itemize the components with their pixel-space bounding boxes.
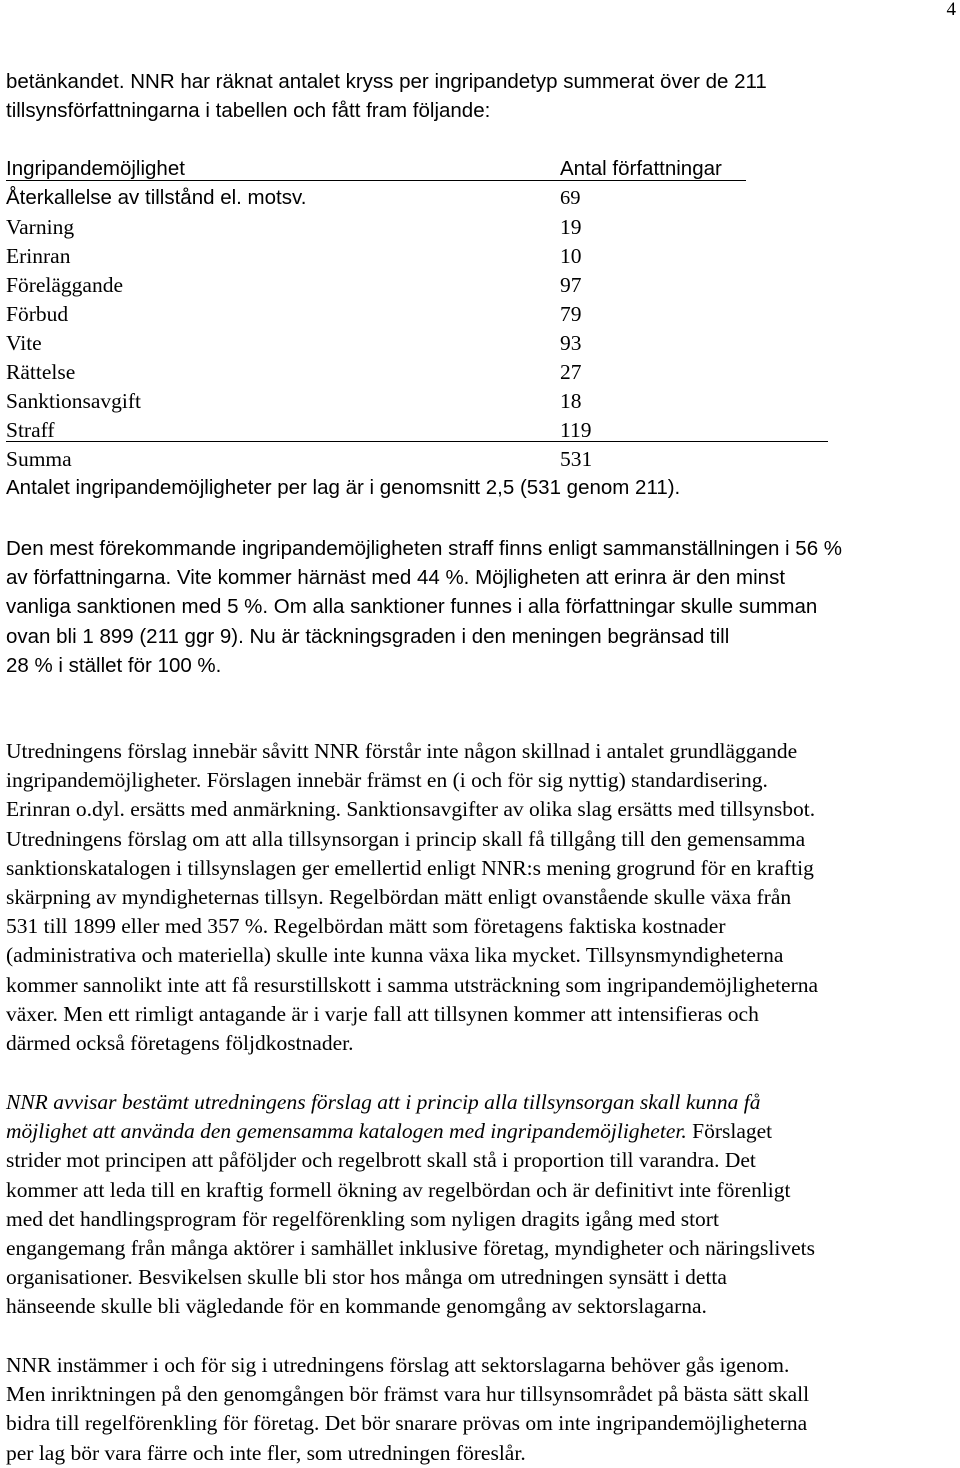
table-row xyxy=(6,244,746,268)
row-label: Varning xyxy=(6,215,75,239)
page-number: 4 xyxy=(946,0,956,20)
paragraph-2 xyxy=(6,737,958,1058)
row-value: 93 xyxy=(560,331,582,355)
table-row xyxy=(6,215,746,239)
intro-line-1: betänkandet. NNR har räknat antalet kryss per ingripandetyp summerat över de 211 xyxy=(6,70,767,93)
paragraph-line: Men inriktningen på den genomgången bör främst vara hur tillsynsområdet på bästa sätt skall xyxy=(6,1382,810,1407)
table-header-underline xyxy=(6,180,746,181)
paragraph-line: organisationer. Besvikelsen skulle bli stor hos många om utredningen synsätt i detta xyxy=(6,1265,727,1290)
table-total-rule xyxy=(6,441,828,442)
paragraph-line: ingripandemöjligheter. Förslagen innebär främst en (i och för sig nyttig) standardisering. xyxy=(6,768,768,793)
paragraph-line: (administrativa och materiella) skulle inte kunna växa lika mycket. Tillsynsmyndigheterna xyxy=(6,943,784,968)
row-label: Sanktionsavgift xyxy=(6,389,141,413)
table-header-label: Ingripandemöjlighet xyxy=(6,157,185,180)
paragraph-line: kommer att leda till en kraftig formell ökning av regelbördan och är definitivt inte förenligt xyxy=(6,1177,791,1202)
paragraph-line: strider mot principen att påföljder och regelbrott skall stå i proportion till varandra. Det xyxy=(6,1148,756,1173)
paragraph-line: med det handlingsprogram för regelförenkling som nyligen dragits igång med stort xyxy=(6,1206,719,1231)
paragraph-line: 531 till 1899 eller med 357 %. Regelbördan mätt som företagens faktiska kostnader xyxy=(6,914,726,939)
paragraph-line: per lag bör vara färre och inte fler, som utredningen föreslår. xyxy=(6,1440,526,1465)
paragraph-line: engangemang från många aktörer i samhället inklusive företag, myndigheter och näringslivets xyxy=(6,1235,815,1260)
paragraph-line: vanliga sanktionen med 5 %. Om alla sanktioner funnes i alla författningar skulle summan xyxy=(6,595,818,619)
table-row xyxy=(6,331,746,355)
row-label: Vite xyxy=(6,331,42,355)
row-label: Erinran xyxy=(6,244,71,268)
table-row xyxy=(6,418,746,442)
row-value: 18 xyxy=(560,389,582,413)
row-label: Straff xyxy=(6,418,55,442)
emphasis-text: möjlighet att använda den gemensamma katalogen med ingripandemöjligheter. xyxy=(6,1119,687,1144)
table-average-note: Antalet ingripandemöjligheter per lag är i genomsnitt 2,5 (531 genom 211). xyxy=(6,476,681,499)
row-label: Föreläggande xyxy=(6,273,124,297)
row-value: 119 xyxy=(560,418,592,442)
paragraph-line: skärpning av myndigheternas tillsyn. Regelbördan mätt enligt ovanstående skulle växa från xyxy=(6,884,792,909)
paragraph-3 xyxy=(6,1088,958,1322)
paragraph-line: bidra till regelförenkling för företag. Det bör snarare prövas om inte ingripandemöjligheterna xyxy=(6,1411,808,1436)
row-value: 97 xyxy=(560,273,582,297)
table-total-row xyxy=(6,447,746,471)
paragraph-line: därmed också företagens följdkostnader. xyxy=(6,1030,354,1055)
table-row xyxy=(6,389,746,413)
row-label: Rättelse xyxy=(6,360,76,384)
table-header xyxy=(6,157,746,181)
row-label: Återkallelse av tillstånd el. motsv. xyxy=(6,186,307,209)
table-row xyxy=(6,186,746,210)
paragraph-text: Förslaget xyxy=(686,1119,773,1144)
paragraph-line: 28 % i stället för 100 %. xyxy=(6,653,222,677)
row-value: 10 xyxy=(560,244,582,268)
paragraph-1 xyxy=(6,534,958,680)
row-label: Förbud xyxy=(6,302,69,326)
table-header-value: Antal författningar xyxy=(560,157,722,180)
paragraph-line: Utredningens förslag innebär såvitt NNR förstår inte någon skillnad i antalet grundläggande xyxy=(6,739,798,763)
row-value: 19 xyxy=(560,215,582,239)
intro-line-2: tillsynsförfattningarna i tabellen och fått fram följande: xyxy=(6,99,491,122)
paragraph-line: NNR instämmer i och för sig i utredningens förslag att sektorslagarna behöver gås igenom. xyxy=(6,1353,790,1377)
paragraph-line: hänseende skulle bli vägledande för en kommande genomgång av sektorslagarna. xyxy=(6,1294,707,1319)
paragraph-line-emphasis: NNR avvisar bestämt utredningens förslag att i princip alla tillsynsorgan skall kunna få xyxy=(6,1090,761,1114)
paragraph-line: sanktionskatalogen i tillsynslagen ger emellertid enligt NNR:s mening grogrund för en kraftig xyxy=(6,855,814,880)
paragraph-4 xyxy=(6,1351,958,1468)
row-value: 79 xyxy=(560,302,582,326)
table-row xyxy=(6,360,746,384)
table-row xyxy=(6,302,746,326)
paragraph-line: av författningarna. Vite kommer härnäst med 44 %. Möjligheten att erinra är den minst xyxy=(6,566,786,590)
row-value: 69 xyxy=(560,187,581,209)
table-row xyxy=(6,273,746,297)
paragraph-line: kommer sannolikt inte att få resurstillskott i samma utsträckning som ingripandemöjligheterna xyxy=(6,972,819,997)
paragraph-line: ovan bli 1 899 (211 ggr 9). Nu är täckningsgraden i den meningen begränsad till xyxy=(6,624,730,648)
row-value: 531 xyxy=(560,447,593,471)
row-label: Summa xyxy=(6,447,72,471)
row-value: 27 xyxy=(560,360,582,384)
paragraph-line: Utredningens förslag om att alla tillsynsorgan i princip skall få tillgång till den gemensamma xyxy=(6,826,806,851)
paragraph-line: Erinran o.dyl. ersätts med anmärkning. Sanktionsavgifter av olika slag ersätts med tillsynsbot. xyxy=(6,797,816,822)
paragraph-line xyxy=(6,1117,958,1146)
paragraph-line: växer. Men ett rimligt antagande är i varje fall att tillsynen kommer att intensifieras och xyxy=(6,1001,759,1026)
paragraph-line: Den mest förekommande ingripandemöjligheten straff finns enligt sammanställningen i 56 % xyxy=(6,537,843,560)
